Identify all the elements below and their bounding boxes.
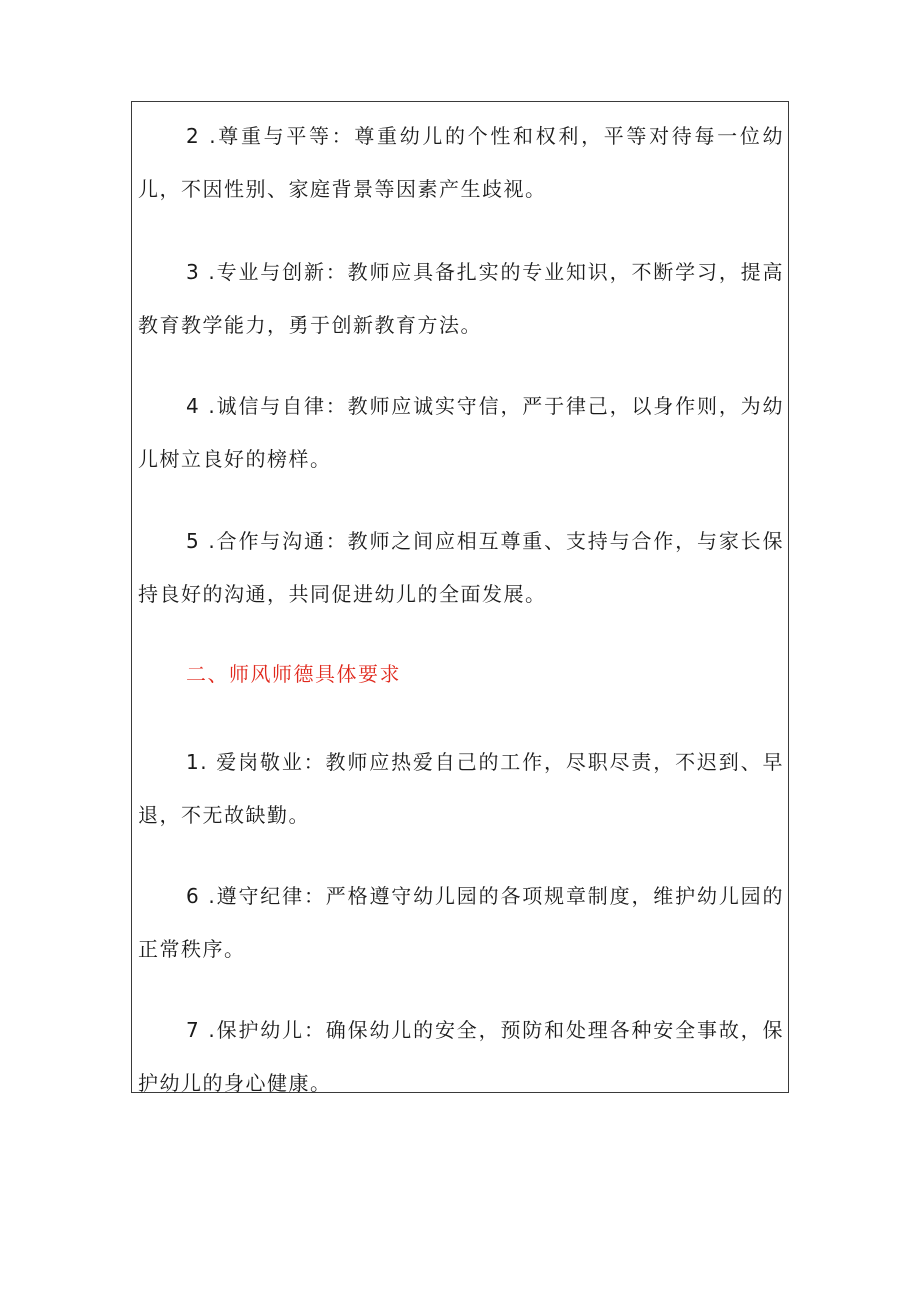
- paragraph-protect-children: 7 .保护幼儿：确保幼儿的安全，预防和处理各种安全事故，保护幼儿的身心健康。: [138, 1018, 784, 1095]
- document-frame: [131, 101, 789, 1093]
- paragraph-respect-equality: 2 .尊重与平等：尊重幼儿的个性和权利，平等对待每一位幼儿，不因性别、家庭背景等因素产生歧视。: [138, 124, 784, 201]
- section-heading: 二、师风师德具体要求: [186, 662, 401, 686]
- paragraph-integrity-discipline: 4 .诚信与自律：教师应诚实守信，严于律己，以身作则，为幼儿树立良好的榜样。: [138, 394, 784, 471]
- paragraph-professional-innovation: 3 .专业与创新：教师应具备扎实的专业知识，不断学习，提高教育教学能力，勇于创新教育方法。: [138, 260, 784, 337]
- paragraph-dedication: 1. 爱岗敬业：教师应热爱自己的工作，尽职尽责，不迟到、早退，不无故缺勤。: [138, 750, 784, 827]
- paragraph-cooperation-communication: 5 .合作与沟通：教师之间应相互尊重、支持与合作，与家长保持良好的沟通，共同促进幼儿的全面发展。: [138, 529, 784, 606]
- paragraph-observe-discipline: 6 .遵守纪律：严格遵守幼儿园的各项规章制度，维护幼儿园的正常秩序。: [138, 884, 784, 961]
